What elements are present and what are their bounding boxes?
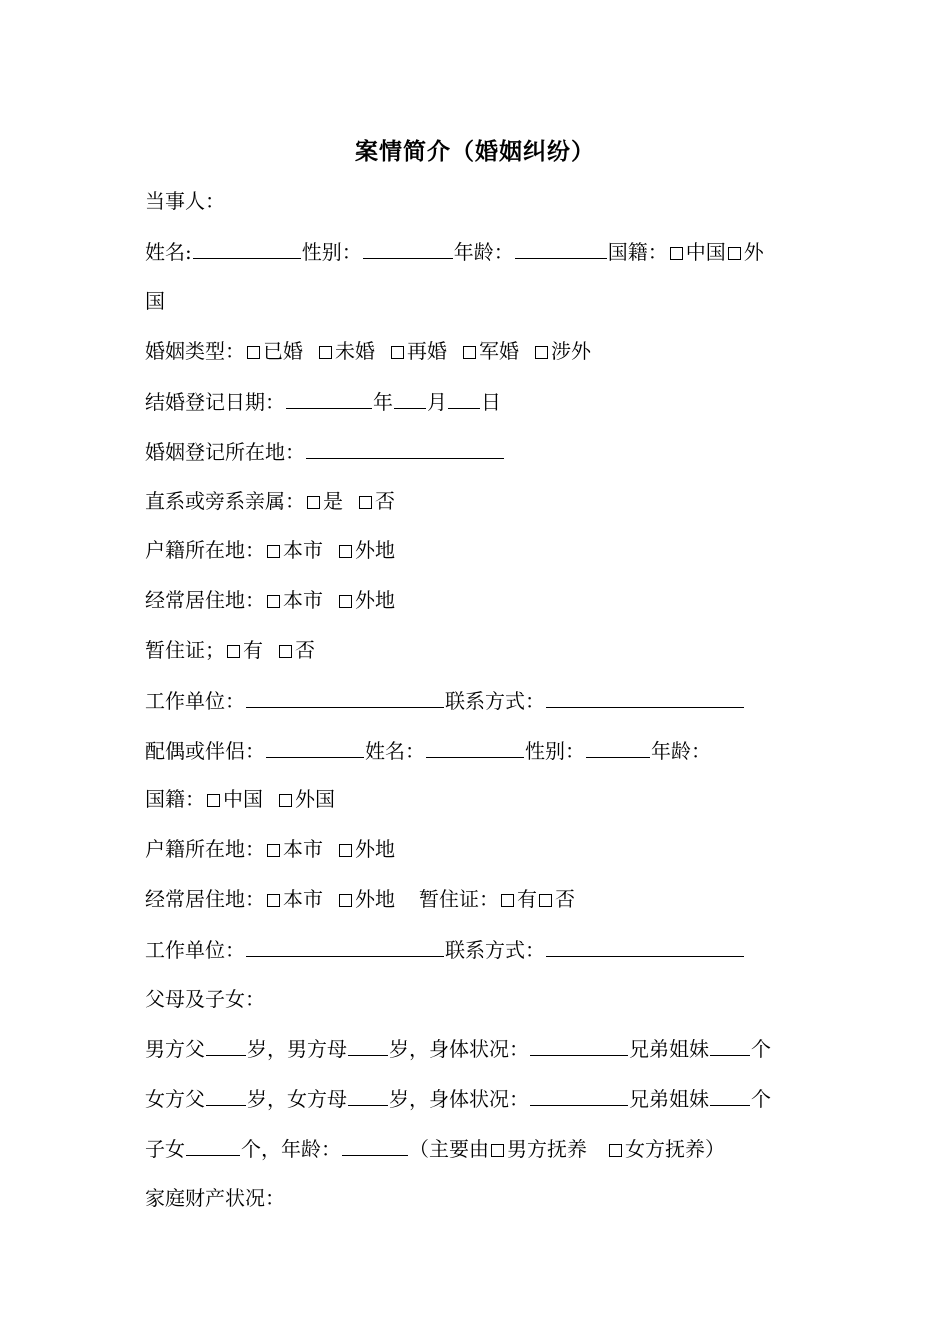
spouse-residence-row: 经常居住地： 本市 外地 暂住证： 有 否 <box>145 887 575 911</box>
gender-field[interactable] <box>363 236 453 259</box>
spouse-row: 配偶或伴侣： 姓名： 性别： 年龄： <box>145 735 711 765</box>
reg-place-row: 婚姻登记所在地： <box>145 436 505 466</box>
nationality-china-checkbox[interactable] <box>670 247 683 260</box>
spouse-field[interactable] <box>266 735 364 758</box>
male-father-age-field[interactable] <box>206 1033 246 1056</box>
foreign-marriage-checkbox[interactable] <box>535 346 548 359</box>
spouse-household-local-checkbox[interactable] <box>267 844 280 857</box>
female-parents-row: 女方父 岁，女方母 岁，身体状况： 兄弟姐妹 个 <box>145 1083 771 1113</box>
children-row: 子女 个，年龄： （主要由 男方抚养 女方抚养） <box>145 1133 725 1163</box>
relatives-no-checkbox[interactable] <box>359 496 372 509</box>
spouse-permit-yes-checkbox[interactable] <box>501 894 514 907</box>
spouse-residence-local-checkbox[interactable] <box>267 894 280 907</box>
name-field[interactable] <box>193 236 301 259</box>
female-siblings-field[interactable] <box>710 1083 750 1106</box>
reg-month-field[interactable] <box>394 386 426 409</box>
relatives-yes-checkbox[interactable] <box>307 496 320 509</box>
spouse-nat-foreign-checkbox[interactable] <box>279 794 292 807</box>
residence-other-checkbox[interactable] <box>339 595 352 608</box>
property-heading: 家庭财产状况： <box>145 1186 285 1210</box>
spouse-contact-field[interactable] <box>546 934 744 957</box>
household-row: 户籍所在地： 本市 外地 <box>145 538 395 562</box>
residence-local-checkbox[interactable] <box>267 595 280 608</box>
party-basic-row: 姓名: 性别： 年龄： 国籍： 中国 外 <box>145 236 764 266</box>
contact-field[interactable] <box>546 685 744 708</box>
age-field[interactable] <box>515 236 607 259</box>
male-mother-age-field[interactable] <box>348 1033 388 1056</box>
military-marriage-checkbox[interactable] <box>463 346 476 359</box>
spouse-residence-other-checkbox[interactable] <box>339 894 352 907</box>
work-unit-field[interactable] <box>246 685 444 708</box>
nationality-foreign-checkbox[interactable] <box>728 247 741 260</box>
reg-place-field[interactable] <box>306 436 504 459</box>
spouse-permit-no-checkbox[interactable] <box>539 894 552 907</box>
relatives-row: 直系或旁系亲属： 是 否 <box>145 489 395 513</box>
raised-by-female-checkbox[interactable] <box>609 1144 622 1157</box>
spouse-name-field[interactable] <box>426 735 524 758</box>
household-other-checkbox[interactable] <box>339 545 352 558</box>
spouse-household-other-checkbox[interactable] <box>339 844 352 857</box>
spouse-household-row: 户籍所在地： 本市 外地 <box>145 837 395 861</box>
unmarried-checkbox[interactable] <box>319 346 332 359</box>
reg-year-field[interactable] <box>286 386 372 409</box>
permit-yes-checkbox[interactable] <box>227 645 240 658</box>
reg-day-field[interactable] <box>448 386 480 409</box>
female-parents-health-field[interactable] <box>530 1083 628 1106</box>
spouse-nat-china-checkbox[interactable] <box>207 794 220 807</box>
female-father-age-field[interactable] <box>206 1083 246 1106</box>
family-heading: 父母及子女： <box>145 987 265 1011</box>
page-title: 案情简介（婚姻纠纷） <box>355 138 595 165</box>
household-local-checkbox[interactable] <box>267 545 280 558</box>
reg-date-row: 结婚登记日期： 年 月 日 <box>145 386 501 416</box>
male-siblings-field[interactable] <box>710 1033 750 1056</box>
party-basic-row-wrap: 国 <box>145 289 165 313</box>
female-mother-age-field[interactable] <box>348 1083 388 1106</box>
residence-row: 经常居住地： 本市 外地 <box>145 588 395 612</box>
permit-no-checkbox[interactable] <box>279 645 292 658</box>
spouse-nationality-row: 国籍： 中国 外国 <box>145 787 335 811</box>
raised-by-male-checkbox[interactable] <box>491 1144 504 1157</box>
spouse-gender-field[interactable] <box>586 735 650 758</box>
party-heading: 当事人： <box>145 189 225 213</box>
male-parents-row: 男方父 岁，男方母 岁，身体状况： 兄弟姐妹 个 <box>145 1033 771 1063</box>
spouse-work-row: 工作单位： 联系方式： <box>145 934 745 964</box>
children-age-field[interactable] <box>342 1133 408 1156</box>
children-count-field[interactable] <box>186 1133 240 1156</box>
spouse-work-field[interactable] <box>246 934 444 957</box>
remarried-checkbox[interactable] <box>391 346 404 359</box>
work-row: 工作单位： 联系方式： <box>145 685 745 715</box>
permit-row: 暂住证； 有 否 <box>145 638 315 662</box>
male-parents-health-field[interactable] <box>530 1033 628 1056</box>
marriage-type-row: 婚姻类型： 已婚 未婚 再婚 军婚 涉外 <box>145 339 591 363</box>
married-checkbox[interactable] <box>247 346 260 359</box>
